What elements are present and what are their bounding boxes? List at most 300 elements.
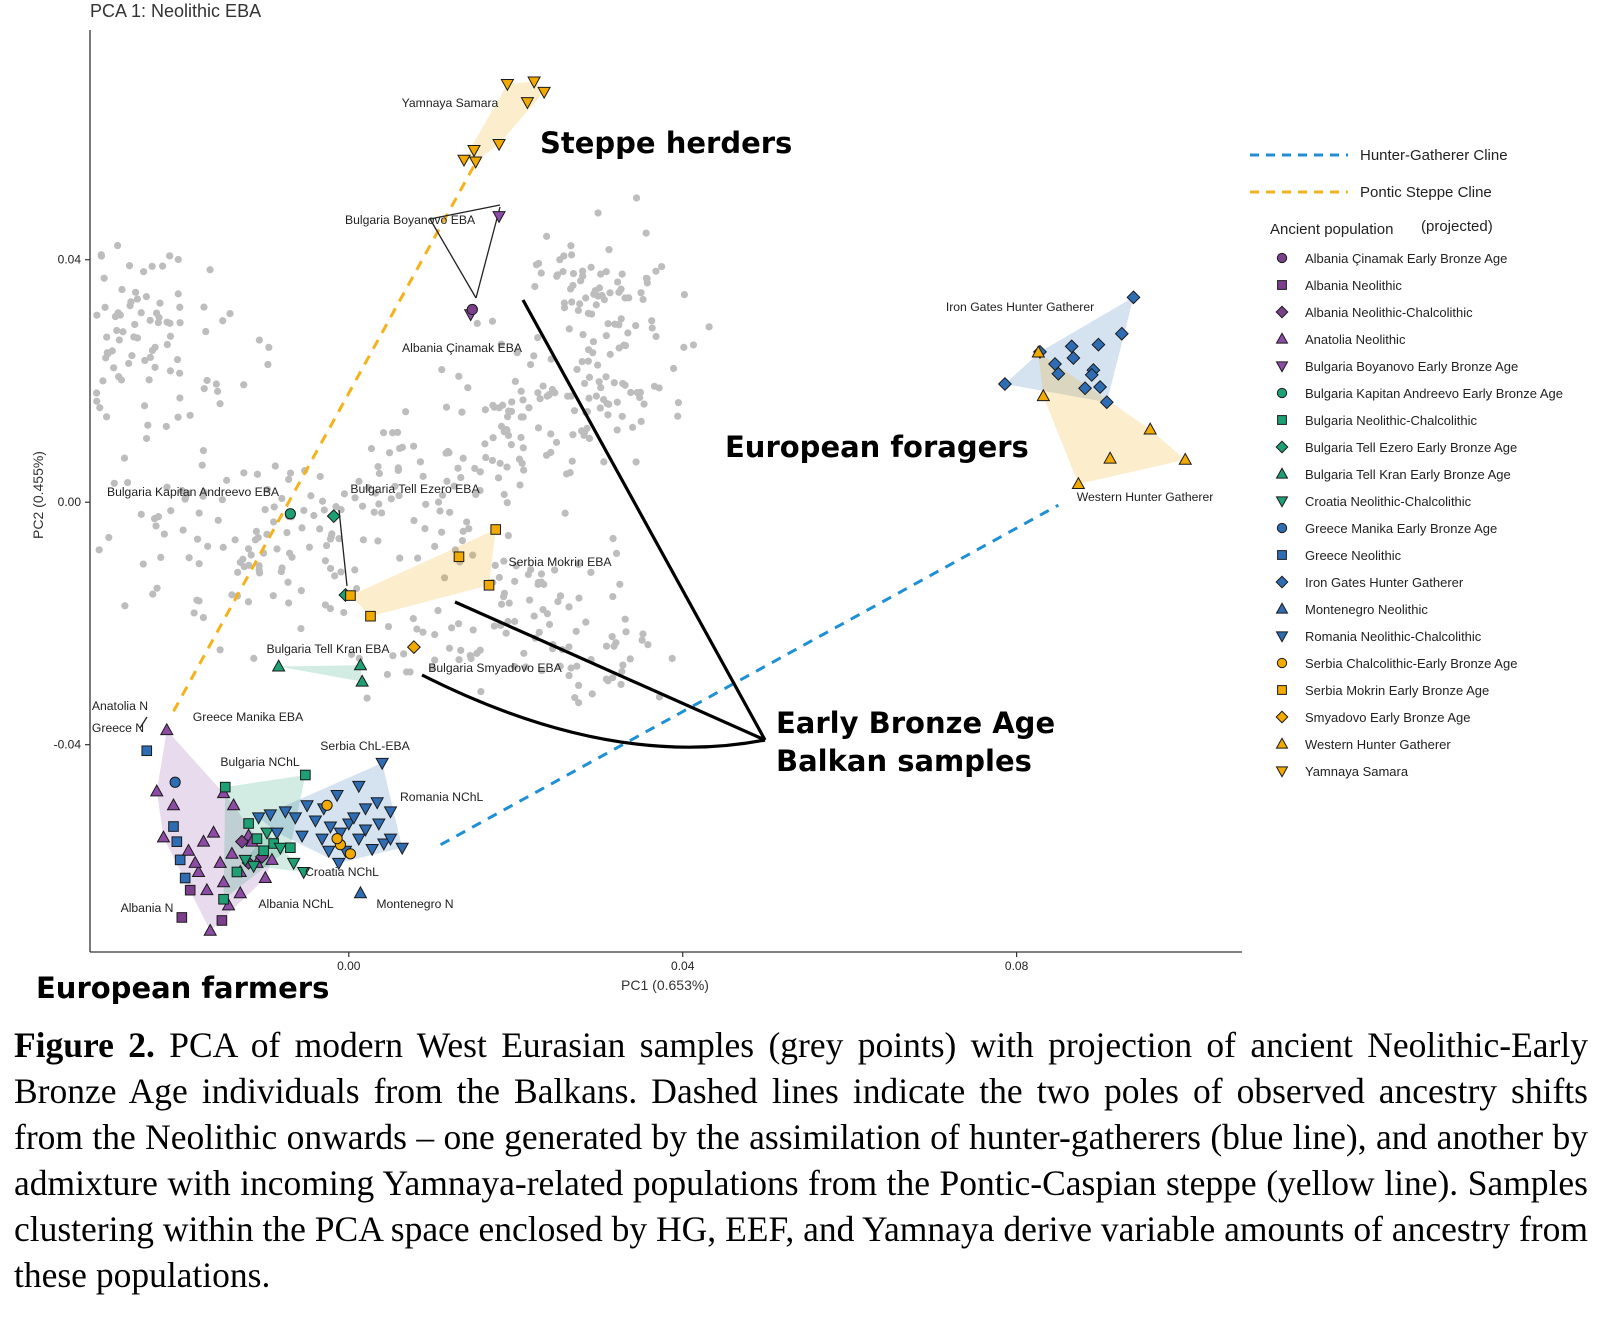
- ancient-sample-point: [219, 894, 229, 904]
- modern-sample-point: [217, 646, 224, 653]
- modern-sample-point: [105, 534, 112, 541]
- modern-sample-point: [627, 389, 634, 396]
- modern-sample-point: [253, 528, 260, 535]
- modern-sample-point: [285, 599, 292, 606]
- ancient-sample-point: [169, 822, 179, 832]
- modern-sample-point: [363, 694, 370, 701]
- modern-sample-point: [386, 449, 393, 456]
- modern-sample-point: [633, 458, 640, 465]
- modern-sample-point: [500, 558, 507, 565]
- group-label: Bulgaria NChL: [220, 755, 300, 769]
- modern-sample-point: [149, 263, 156, 270]
- ancient-sample-point: [491, 525, 501, 535]
- legend-marker: [1277, 253, 1286, 262]
- legend-marker: [1278, 551, 1287, 560]
- modern-sample-point: [256, 336, 263, 343]
- modern-sample-point: [463, 518, 470, 525]
- modern-sample-point: [114, 242, 121, 249]
- modern-sample-point: [438, 529, 445, 536]
- modern-sample-point: [153, 585, 160, 592]
- modern-sample-point: [186, 554, 193, 561]
- modern-sample-point: [101, 304, 108, 311]
- modern-sample-point: [200, 303, 207, 310]
- group-label: Albania N: [120, 901, 174, 915]
- modern-sample-point: [118, 286, 125, 293]
- ancient-sample-point: [493, 212, 505, 223]
- modern-sample-point: [298, 587, 305, 594]
- legend-entry-label: Anatolia Neolithic: [1305, 332, 1406, 347]
- modern-sample-point: [621, 382, 628, 389]
- modern-sample-point: [539, 382, 546, 389]
- modern-sample-point: [431, 631, 438, 638]
- modern-sample-point: [489, 318, 496, 325]
- modern-sample-point: [93, 389, 100, 396]
- x-tick-label: 0.00: [337, 959, 361, 973]
- modern-sample-point: [563, 470, 570, 477]
- modern-sample-point: [497, 460, 504, 467]
- modern-sample-point: [561, 299, 568, 306]
- legend-entry-label: Serbia Mokrin Early Bronze Age: [1305, 683, 1490, 698]
- modern-sample-point: [202, 328, 209, 335]
- legend-entry-label: Romania Neolithic-Chalcolithic: [1305, 629, 1482, 644]
- modern-sample-point: [569, 458, 576, 465]
- modern-sample-point: [389, 652, 396, 659]
- modern-sample-point: [176, 394, 183, 401]
- modern-sample-point: [589, 690, 596, 697]
- modern-sample-point: [579, 268, 586, 275]
- modern-sample-point: [264, 361, 271, 368]
- modern-sample-point: [180, 526, 187, 533]
- modern-sample-point: [121, 455, 128, 462]
- modern-sample-point: [618, 315, 625, 322]
- modern-sample-point: [417, 458, 424, 465]
- modern-sample-point: [161, 530, 168, 537]
- ancient-sample-point: [170, 777, 180, 787]
- modern-sample-point: [546, 621, 553, 628]
- modern-sample-point: [534, 334, 541, 341]
- modern-sample-point: [543, 233, 550, 240]
- modern-sample-point: [464, 384, 471, 391]
- ancient-sample-point: [285, 509, 295, 519]
- modern-sample-point: [619, 270, 626, 277]
- modern-sample-point: [571, 407, 578, 414]
- modern-sample-point: [656, 384, 663, 391]
- modern-sample-point: [297, 625, 304, 632]
- modern-sample-point: [593, 301, 600, 308]
- modern-sample-point: [582, 619, 589, 626]
- y-tick-label: 0.00: [57, 495, 81, 510]
- modern-sample-point: [609, 593, 616, 600]
- modern-sample-point: [374, 537, 381, 544]
- modern-sample-point: [270, 518, 277, 525]
- modern-sample-point: [586, 374, 593, 381]
- modern-sample-point: [223, 477, 230, 484]
- modern-sample-point: [163, 423, 170, 430]
- modern-sample-point: [520, 444, 527, 451]
- modern-sample-point: [516, 481, 523, 488]
- modern-sample-point: [298, 524, 305, 531]
- modern-sample-point: [573, 366, 580, 373]
- modern-sample-point: [376, 470, 383, 477]
- figure-caption: [14, 1022, 1588, 1298]
- modern-sample-point: [520, 650, 527, 657]
- modern-sample-point: [351, 566, 358, 573]
- legend-marker: [1277, 362, 1288, 372]
- modern-sample-point: [284, 579, 291, 586]
- modern-sample-point: [624, 329, 631, 336]
- modern-sample-point: [166, 252, 173, 259]
- modern-sample-point: [644, 641, 651, 648]
- group-label: Bulgaria Kapitan Andreevo EBA: [106, 485, 280, 499]
- ancient-sample-point: [322, 800, 332, 810]
- legend-marker: [1278, 686, 1287, 695]
- modern-sample-point: [587, 569, 594, 576]
- modern-sample-point: [219, 317, 226, 324]
- modern-sample-point: [590, 291, 597, 298]
- modern-sample-point: [649, 324, 656, 331]
- legend-marker: [1278, 281, 1287, 290]
- modern-sample-point: [206, 266, 213, 273]
- modern-sample-point: [611, 379, 618, 386]
- modern-sample-point: [241, 563, 248, 570]
- modern-sample-point: [579, 358, 586, 365]
- modern-sample-point: [489, 402, 496, 409]
- ebs-pointer-line-lower: [422, 675, 765, 747]
- modern-sample-point: [498, 423, 505, 430]
- group-label: Bulgaria Tell Kran EBA: [266, 642, 390, 656]
- legend-entry-label: Western Hunter Gatherer: [1305, 737, 1451, 752]
- modern-sample-point: [582, 294, 589, 301]
- modern-sample-point: [240, 469, 247, 476]
- modern-sample-point: [638, 418, 645, 425]
- modern-sample-point: [93, 398, 100, 405]
- modern-sample-point: [553, 439, 560, 446]
- modern-sample-point: [637, 289, 644, 296]
- modern-sample-point: [144, 422, 151, 429]
- modern-sample-point: [132, 289, 139, 296]
- modern-sample-point: [131, 321, 138, 328]
- modern-sample-point: [396, 555, 403, 562]
- modern-sample-point: [477, 647, 484, 654]
- modern-sample-point: [438, 366, 445, 373]
- modern-sample-point: [374, 463, 381, 470]
- modern-sample-point: [619, 413, 626, 420]
- legend-entry-label: Bulgaria Boyanovo Early Bronze Age: [1305, 359, 1519, 374]
- ancient-sample-point: [354, 887, 366, 898]
- modern-sample-point: [629, 424, 636, 431]
- x-tick-label: 0.04: [671, 959, 695, 973]
- modern-sample-point: [174, 356, 181, 363]
- group-hull: [351, 530, 496, 617]
- legend-entry-label: Greece Neolithic: [1305, 548, 1402, 563]
- modern-sample-point: [495, 474, 502, 481]
- modern-sample-point: [603, 643, 610, 650]
- modern-sample-point: [446, 645, 453, 652]
- modern-sample-point: [226, 310, 233, 317]
- group-label: Serbia Mokrin EBA: [508, 555, 612, 569]
- legend-marker: [1277, 497, 1288, 507]
- modern-sample-point: [149, 347, 156, 354]
- modern-sample-point: [250, 655, 257, 662]
- ancient-sample-point: [286, 843, 296, 853]
- modern-sample-point: [454, 465, 461, 472]
- modern-sample-point: [639, 630, 646, 637]
- modern-sample-point: [167, 507, 174, 514]
- modern-sample-point: [103, 413, 110, 420]
- modern-sample-point: [240, 381, 247, 388]
- legend-entry-label: Albania Neolithic: [1305, 278, 1402, 293]
- modern-sample-point: [585, 310, 592, 317]
- modern-sample-point: [327, 565, 334, 572]
- group-label: Albania Çinamak EBA: [402, 341, 522, 355]
- caption-text: PCA of modern West Eurasian samples (grey points) with projection of ancient Neolithic-Early Bronze Age individuals from the Balkans. Dashed lines indicate the two poles of observed ancestry shifts from the Neolithic onwards – one generated by the assimilation of hunter-gatherers (blue line), and another by admixture with incoming Yamnaya-related populations from the Pontic-Caspian steppe (yellow line). Samples clustering within the PCA space enclosed by HG, EEF, and Yamnaya derive variable amounts of ancestry from these populations.: [14, 1025, 1588, 1295]
- modern-sample-point: [587, 264, 594, 271]
- modern-sample-point: [594, 361, 601, 368]
- modern-sample-point: [96, 546, 103, 553]
- modern-sample-point: [215, 517, 222, 524]
- modern-sample-point: [504, 499, 511, 506]
- modern-sample-point: [385, 623, 392, 630]
- modern-sample-point: [431, 543, 438, 550]
- modern-sample-point: [560, 252, 567, 259]
- modern-sample-point: [609, 674, 616, 681]
- modern-sample-point: [321, 506, 328, 513]
- ancient-sample-point: [175, 855, 185, 865]
- group-label: Croatia NChL: [305, 865, 379, 879]
- modern-sample-point: [159, 262, 166, 269]
- chart-title: PCA 1: Neolithic EBA: [90, 1, 262, 21]
- ancient-sample-point: [408, 641, 421, 654]
- modern-sample-point: [627, 655, 634, 662]
- modern-sample-point: [614, 278, 621, 285]
- modern-sample-point: [460, 455, 467, 462]
- modern-sample-point: [265, 344, 272, 351]
- modern-sample-point: [596, 284, 603, 291]
- modern-sample-point: [567, 664, 574, 671]
- modern-sample-point: [157, 554, 164, 561]
- modern-sample-point: [690, 341, 697, 348]
- modern-sample-point: [337, 568, 344, 575]
- modern-sample-point: [530, 352, 537, 359]
- modern-sample-point: [115, 373, 122, 380]
- modern-sample-point: [287, 469, 294, 476]
- cline-line: [174, 166, 475, 712]
- modern-sample-point: [539, 606, 546, 613]
- modern-sample-point: [658, 263, 665, 270]
- modern-sample-point: [270, 592, 277, 599]
- modern-sample-point: [621, 294, 628, 301]
- modern-sample-point: [615, 289, 622, 296]
- modern-sample-point: [526, 596, 533, 603]
- modern-sample-point: [609, 535, 616, 542]
- modern-sample-point: [214, 388, 221, 395]
- modern-sample-point: [220, 544, 227, 551]
- modern-sample-point: [93, 312, 100, 319]
- modern-sample-point: [567, 242, 574, 249]
- modern-sample-point: [567, 285, 574, 292]
- modern-sample-point: [605, 246, 612, 253]
- modern-sample-point: [492, 562, 499, 569]
- ancient-sample-point: [232, 867, 242, 877]
- modern-sample-point: [166, 320, 173, 327]
- modern-sample-point: [568, 251, 575, 258]
- ancient-sample-point: [244, 819, 254, 829]
- legend-entry-label: Smyadovo Early Bronze Age: [1305, 710, 1471, 725]
- group-hull: [279, 665, 362, 681]
- ancient-sample-point: [177, 913, 187, 923]
- group-label: Bulgaria Tell Ezero EBA: [350, 482, 480, 496]
- modern-sample-point: [410, 615, 417, 622]
- modern-sample-point: [317, 473, 324, 480]
- modern-sample-point: [435, 499, 442, 506]
- ancient-sample-point: [252, 834, 262, 844]
- legend-entry-label: Yamnaya Samara: [1305, 764, 1409, 779]
- modern-sample-point: [327, 535, 334, 542]
- modern-sample-point: [278, 568, 285, 575]
- modern-sample-point: [310, 512, 317, 519]
- modern-sample-point: [245, 598, 252, 605]
- modern-sample-point: [323, 542, 330, 549]
- group-label: Montenegro N: [376, 897, 454, 911]
- modern-sample-point: [474, 320, 481, 327]
- modern-sample-point: [680, 344, 687, 351]
- legend-entry-label: Serbia Chalcolithic-Early Bronze Age: [1305, 656, 1518, 671]
- modern-sample-point: [652, 333, 659, 340]
- modern-sample-point: [597, 384, 604, 391]
- modern-sample-point: [322, 557, 329, 564]
- modern-sample-point: [127, 298, 134, 305]
- modern-sample-point: [535, 424, 542, 431]
- modern-sample-point: [96, 404, 103, 411]
- modern-sample-point: [527, 361, 534, 368]
- modern-sample-point: [285, 476, 292, 483]
- modern-sample-point: [368, 445, 375, 452]
- modern-sample-point: [167, 333, 174, 340]
- modern-sample-point: [577, 277, 584, 284]
- modern-sample-point: [501, 491, 508, 498]
- modern-sample-point: [319, 498, 326, 505]
- modern-sample-point: [119, 328, 126, 335]
- legend-marker: [1278, 416, 1287, 425]
- modern-sample-point: [652, 268, 659, 275]
- legend-entry-label: Bulgaria Tell Ezero Early Bronze Age: [1305, 440, 1518, 455]
- modern-sample-point: [99, 377, 106, 384]
- modern-sample-point: [307, 492, 314, 499]
- legend-line-label: Pontic Steppe Cline: [1360, 184, 1492, 201]
- modern-sample-point: [508, 441, 515, 448]
- modern-sample-point: [455, 620, 462, 627]
- modern-sample-point: [705, 323, 712, 330]
- modern-sample-point: [496, 574, 503, 581]
- group-label: Yamnaya Samara: [401, 96, 499, 110]
- modern-sample-point: [540, 581, 547, 588]
- modern-sample-point: [518, 413, 525, 420]
- region-label: European farmers: [36, 971, 330, 1005]
- ancient-sample-point: [346, 591, 356, 601]
- x-axis-title: PC1 (0.653%): [621, 977, 709, 993]
- modern-sample-point: [547, 430, 554, 437]
- modern-sample-point: [639, 296, 646, 303]
- legend-marker: [1277, 523, 1286, 532]
- ancient-sample-point: [273, 660, 285, 671]
- modern-sample-point: [609, 633, 616, 640]
- modern-sample-point: [422, 501, 429, 508]
- modern-sample-point: [614, 426, 621, 433]
- modern-sample-point: [410, 443, 417, 450]
- modern-sample-point: [434, 607, 441, 614]
- modern-sample-point: [590, 338, 597, 345]
- modern-sample-point: [360, 536, 367, 543]
- legend-marker: [1277, 632, 1288, 642]
- modern-sample-point: [101, 275, 108, 282]
- modern-sample-point: [533, 261, 540, 268]
- modern-sample-point: [138, 511, 145, 518]
- modern-sample-point: [610, 643, 617, 650]
- modern-sample-point: [669, 655, 676, 662]
- modern-sample-point: [140, 268, 147, 275]
- modern-sample-point: [575, 307, 582, 314]
- modern-sample-point: [670, 365, 677, 372]
- ancient-sample-point: [172, 837, 182, 847]
- modern-sample-point: [643, 230, 650, 237]
- legend-line-label: Hunter-Gatherer Cline: [1360, 147, 1508, 164]
- modern-sample-point: [512, 378, 519, 385]
- legend-title: Ancient population: [1270, 221, 1394, 238]
- modern-sample-point: [570, 270, 577, 277]
- ancient-sample-point: [999, 378, 1012, 391]
- modern-sample-point: [395, 465, 402, 472]
- modern-sample-point: [593, 393, 600, 400]
- modern-sample-point: [174, 414, 181, 421]
- modern-sample-point: [534, 389, 541, 396]
- modern-sample-point: [286, 550, 293, 557]
- modern-sample-point: [419, 629, 426, 636]
- modern-sample-point: [113, 327, 120, 334]
- modern-sample-point: [380, 429, 387, 436]
- modern-sample-point: [525, 404, 532, 411]
- label-connector: [476, 207, 500, 298]
- modern-sample-point: [306, 544, 313, 551]
- modern-sample-point: [175, 256, 182, 263]
- modern-sample-point: [557, 592, 564, 599]
- modern-sample-point: [531, 283, 538, 290]
- modern-sample-point: [337, 506, 344, 513]
- modern-sample-point: [388, 495, 395, 502]
- ancient-sample-point: [217, 916, 227, 926]
- region-label: Steppe herders: [540, 126, 793, 160]
- ancient-sample-point: [458, 155, 470, 166]
- modern-sample-point: [126, 262, 133, 269]
- modern-sample-point: [575, 594, 582, 601]
- modern-sample-point: [340, 609, 347, 616]
- modern-sample-point: [199, 462, 206, 469]
- modern-sample-point: [573, 628, 580, 635]
- legend-marker: [1276, 441, 1288, 453]
- modern-sample-point: [519, 460, 526, 467]
- modern-sample-point: [637, 389, 644, 396]
- modern-sample-point: [371, 509, 378, 516]
- ancient-sample-point: [467, 304, 477, 314]
- modern-sample-point: [399, 444, 406, 451]
- legend-marker: [1276, 576, 1288, 588]
- modern-sample-point: [602, 373, 609, 380]
- legend: [1250, 147, 1563, 779]
- modern-sample-point: [414, 554, 421, 561]
- modern-sample-point: [228, 591, 235, 598]
- group-label: Iron Gates Hunter Gatherer: [945, 300, 1095, 314]
- ancient-sample-point: [345, 849, 355, 859]
- modern-sample-point: [167, 367, 174, 374]
